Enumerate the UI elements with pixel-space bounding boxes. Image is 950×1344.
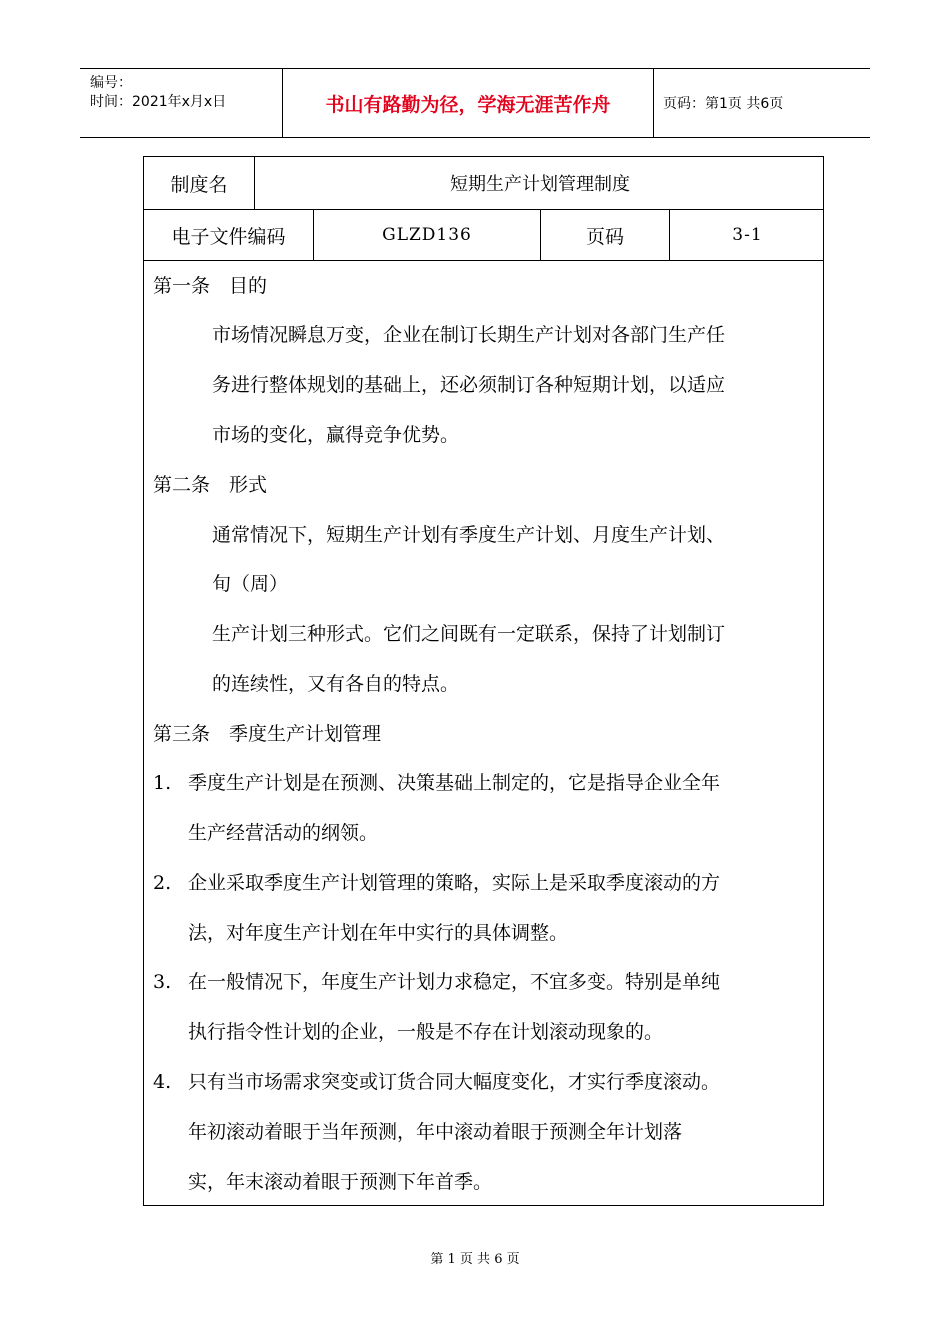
page-footer: 第 1 页 共 6 页 xyxy=(430,1252,520,1267)
header-page-info: 页码：第1页 共6页 xyxy=(663,96,784,112)
list-item-line: 只有当市场需求突变或订货合同大幅度变化，才实行季度滚动。 xyxy=(188,1071,721,1093)
list-item-line: 年初滚动着眼于当年预测，年中滚动着眼于预测全年计划落 xyxy=(188,1121,683,1143)
article-1-title: 第一条 目的 xyxy=(153,275,268,297)
article-2-line: 生产计划三种形式。它们之间既有一定联系，保持了计划制订 xyxy=(212,623,726,645)
form-row-code xyxy=(144,210,823,261)
file-code-value: GLZD136 xyxy=(314,210,541,260)
article-2-title: 第二条 形式 xyxy=(153,474,268,496)
article-2-line: 的连续性，又有各自的特点。 xyxy=(212,673,460,695)
list-item-number: 2. xyxy=(153,872,172,894)
article-1-line: 市场情况瞬息万变，企业在制订长期生产计划对各部门生产任 xyxy=(212,324,726,346)
document-time: 时间：2021年x月x日 xyxy=(90,94,227,110)
header-meta xyxy=(80,69,282,137)
list-item-number: 1. xyxy=(153,772,172,794)
list-item-line: 企业采取季度生产计划管理的策略，实际上是采取季度滚动的方 xyxy=(188,872,721,894)
list-item-line: 在一般情况下，年度生产计划力求稳定，不宜多变。特别是单纯 xyxy=(188,971,721,993)
header-motto: 书山有路勤为径，学海无涯苦作舟 xyxy=(282,69,654,137)
form-row-name xyxy=(144,157,823,210)
article-2-line: 通常情况下，短期生产计划有季度生产计划、月度生产计划、 xyxy=(212,524,726,546)
list-item-line: 生产经营活动的纲领。 xyxy=(188,822,379,844)
article-3-title: 第三条 季度生产计划管理 xyxy=(153,723,382,745)
policy-name-value: 短期生产计划管理制度 xyxy=(450,174,630,195)
article-2-line: 旬（周） xyxy=(212,573,289,595)
list-item-line: 实，年末滚动着眼于预测下年首季。 xyxy=(188,1171,493,1193)
list-item-line: 法，对年度生产计划在年中实行的具体调整。 xyxy=(188,922,569,944)
article-1-line: 市场的变化，赢得竞争优势。 xyxy=(212,424,460,446)
page-label: 页码 xyxy=(541,210,670,260)
list-item-line: 季度生产计划是在预测、决策基础上制定的，它是指导企业全年 xyxy=(188,772,721,794)
policy-name-label: 制度名 xyxy=(144,157,255,209)
file-code-label: 电子文件编码 xyxy=(144,210,314,260)
document-number-label: 编号： xyxy=(90,75,132,91)
document-header xyxy=(80,68,870,138)
page-value: 3-1 xyxy=(732,225,763,245)
list-item-number: 3. xyxy=(153,971,172,993)
article-1-line: 务进行整体规划的基础上，还必须制订各种短期计划，以适应 xyxy=(212,374,726,396)
list-item-line: 执行指令性计划的企业，一般是不存在计划滚动现象的。 xyxy=(188,1021,664,1043)
list-item-number: 4. xyxy=(153,1071,172,1093)
